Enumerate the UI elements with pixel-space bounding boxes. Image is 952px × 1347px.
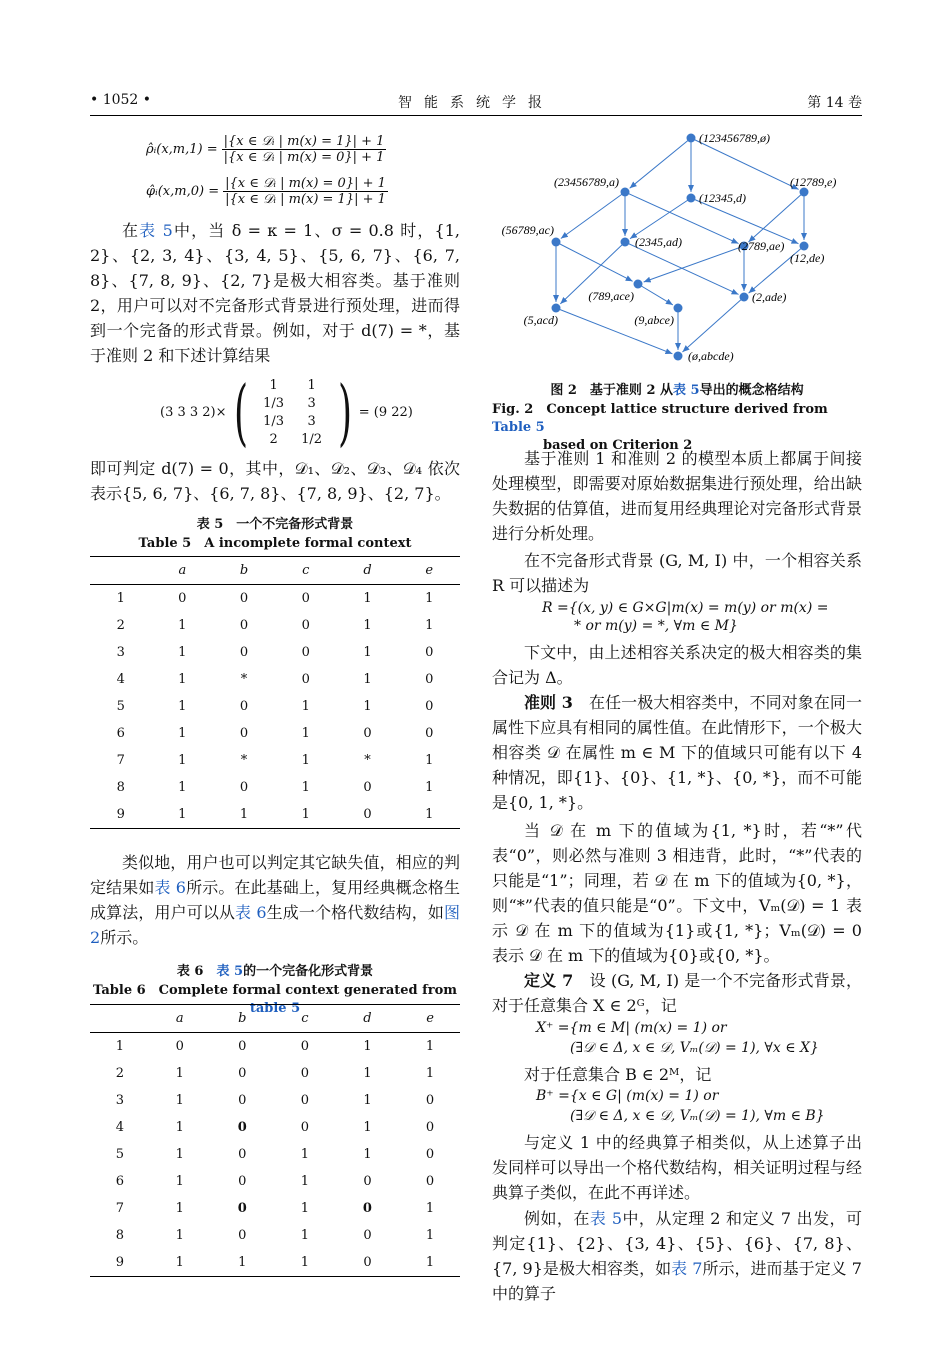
definition-7-title: 定义 7	[524, 971, 574, 990]
matrix-cell: 2	[269, 431, 278, 447]
table-row	[90, 801, 460, 829]
table-cell: 1	[178, 672, 187, 687]
lattice-node	[740, 293, 749, 302]
column-header	[90, 1005, 150, 1033]
table-row	[90, 720, 460, 747]
table-cell: 1	[363, 618, 372, 633]
table-cell: 0	[425, 672, 434, 687]
lattice-node	[634, 280, 643, 289]
table-cell: 1	[178, 807, 187, 822]
left-paragraph-3	[90, 850, 460, 950]
table-row	[90, 585, 460, 613]
table-row	[90, 1060, 460, 1087]
column-header: c	[302, 563, 310, 578]
table-cell: 0	[301, 591, 310, 606]
table-cell: 1	[178, 753, 187, 768]
matrix-cell: 3	[307, 395, 316, 411]
table-cell: 0	[300, 1093, 310, 1108]
matrix-cell: 1/3	[263, 395, 285, 411]
column-header: d	[363, 563, 372, 578]
table-cell: 0	[425, 1120, 435, 1135]
table-cell: 1	[175, 1174, 184, 1189]
text: 类似地，用户也可以判定其它缺失值，相应的判定结果如	[90, 853, 460, 897]
table-cell: 1	[425, 618, 434, 633]
right-paragraph-2: 在不完备形式背景 (G, M, I) 中，一个相容关系 R 可以描述为	[492, 551, 862, 595]
text: 导出的概念格结构	[699, 383, 804, 398]
table-cell: 1	[363, 645, 372, 660]
paren-left: (	[233, 370, 248, 454]
table-cell: 3	[115, 1093, 125, 1108]
left-paragraph-1	[90, 218, 460, 368]
text: 的一个完备化形式背景	[243, 964, 374, 979]
table-cell: 0	[239, 726, 249, 741]
table-cell: 1	[425, 780, 434, 795]
table-cell: 1	[363, 699, 372, 714]
column-header: d	[363, 1011, 372, 1026]
table-cell: 5	[116, 699, 125, 714]
formula-B-line1: B⁺ ={x ∈ G| (m(x) = 1) or	[536, 1088, 719, 1104]
table-cell: 0	[363, 780, 372, 795]
lattice-edge	[644, 246, 744, 282]
table-cell: 0	[238, 1174, 247, 1189]
lattice-edge	[691, 138, 799, 189]
text: 生成一个格代数结构，如	[266, 903, 444, 922]
formula-phi-numerator: |{x ∈ 𝒟ᵢ | m(x) = 0}| + 1	[225, 176, 386, 191]
text: 在任一极大相容类中，不同对象在同一属性下应具有相同的属性值。在此情形下，一个极大相容类 𝒟 在属性 m ∈ M 下的值域只可能有以下 4 种情况，即{1}、{0}、{1, *}、{0, *}，而不可能是{0, 1, *}。	[492, 693, 862, 812]
table-cell: 9	[115, 1255, 125, 1270]
right-paragraph-1: 基于准则 1 和准则 2 的模型本质上都属于间接处理模型，即需要对原始数据集进行预处理，给出缺失数据的估算值，进而复用经典理论对完备形式背景进行分析处理。	[492, 449, 862, 543]
table-cell: 0	[238, 1039, 247, 1054]
right-paragraph-6: 与定义 1 中的经典算子相类似，从上述算子出发同样可以导出一个格代数结构，相关证明过程与经典算子类似，在此不再详述。	[492, 1133, 862, 1202]
lattice-node	[552, 304, 561, 313]
lattice-edge	[561, 192, 625, 238]
lattice-node-label: (12789,e)	[790, 175, 837, 189]
lattice-node-label: (5,acd)	[523, 313, 558, 327]
matrix-cell: 3	[307, 413, 316, 429]
table-row	[90, 612, 460, 639]
table6	[90, 1004, 460, 1277]
ref-table-5[interactable]: 表 5	[216, 964, 244, 979]
running-header	[90, 92, 862, 114]
lattice-edge	[682, 297, 744, 352]
table-cell: 2	[116, 618, 125, 633]
table-cell: 1	[425, 807, 434, 822]
table-cell: 1	[363, 1120, 372, 1135]
text: Fig. 2 Concept lattice structure derived from	[492, 402, 828, 417]
text: 所示，进而基于定义 7 中的算子	[492, 1259, 862, 1303]
text: Table 6 Complete formal context generated from	[92, 983, 458, 998]
table-cell: 0	[425, 645, 434, 660]
criterion-3-title: 准则 3	[524, 693, 573, 712]
table-cell: 1	[425, 591, 434, 606]
formula-R-line2: * or m(y) = *, ∀m ∈ M}	[574, 618, 738, 634]
table-cell: 1	[363, 1147, 372, 1162]
table-cell: 0	[239, 591, 249, 606]
lattice-node	[674, 304, 683, 313]
table-cell: 0	[178, 591, 187, 606]
table-cell: 1	[178, 780, 187, 795]
table-cell: 8	[115, 1228, 125, 1243]
table-cell: 0	[237, 1120, 247, 1135]
lattice-node-label: (2,ade)	[752, 290, 787, 304]
lattice-node-label: (56789,ac)	[501, 223, 554, 237]
text: 表 6	[176, 964, 217, 979]
table-cell: 0	[363, 1174, 372, 1189]
table-cell: 1	[425, 753, 434, 768]
table-row	[90, 1168, 460, 1195]
matrix-cell: 1/3	[263, 413, 285, 429]
table-row	[90, 774, 460, 801]
lattice-node-label: (2789,ae)	[738, 239, 785, 253]
formula-X-line2: (∃𝒟 ∈ Δ, x ∈ 𝒟, Vₘ(𝒟) = 1), ∀x ∈ X}	[570, 1040, 819, 1056]
matrix-cell: 1/2	[301, 431, 323, 447]
matrix-result: = (9 22)	[358, 404, 413, 420]
lattice-node-label: (12345,d)	[699, 191, 746, 205]
table-cell: 1	[300, 1201, 310, 1216]
table-cell: 1	[363, 1093, 372, 1108]
ref-table-6[interactable]: 表 6	[235, 903, 267, 922]
table-cell: 1	[301, 780, 310, 795]
table-row	[90, 1249, 460, 1277]
lattice-node-label: (123456789,ø)	[699, 131, 770, 145]
criterion-3	[492, 690, 862, 815]
matrix-cell: 1	[269, 377, 278, 393]
table-cell: 3	[116, 645, 125, 660]
lattice-node-label: (789,ace)	[588, 289, 634, 303]
matrix-cell: 1	[307, 377, 316, 393]
table-cell: 2	[115, 1066, 125, 1081]
table-cell: 1	[239, 807, 249, 822]
text: 例如，在	[524, 1209, 590, 1228]
lattice-node-label: (23456789,a)	[554, 175, 619, 189]
table-row	[90, 693, 460, 720]
table-cell: 0	[425, 699, 434, 714]
table-row	[90, 1222, 460, 1249]
table-cell: 1	[178, 726, 187, 741]
lattice-node-label: (12,de)	[790, 251, 825, 265]
table-cell: 1	[175, 1255, 184, 1270]
table-cell: 1	[300, 1255, 310, 1270]
table-cell: 0	[363, 807, 372, 822]
table-cell: 0	[300, 1066, 310, 1081]
ref-table-5[interactable]: 表 5	[673, 383, 700, 398]
definition-7	[492, 968, 862, 1018]
table-cell: 0	[239, 645, 249, 660]
concept-lattice	[492, 124, 862, 374]
column-header: a	[175, 1011, 184, 1026]
formula-B-line2: (∃𝒟 ∈ Δ, x ∈ 𝒟, Vₘ(𝒟) = 1), ∀m ∈ B}	[570, 1108, 825, 1124]
column-header: e	[426, 1011, 434, 1026]
table-cell: 0	[301, 645, 310, 660]
table-cell: 5	[115, 1147, 125, 1162]
table-cell: 1	[300, 1228, 310, 1243]
lattice-edge	[556, 242, 633, 281]
table-cell: 1	[115, 1039, 125, 1054]
column-header: b	[239, 563, 249, 578]
table-cell: 4	[115, 1120, 125, 1135]
table-cell: 1	[425, 1255, 435, 1270]
lattice-edge	[630, 138, 691, 188]
table-cell: 1	[175, 1228, 184, 1243]
ref-table-5[interactable]: 表 5	[589, 1209, 623, 1228]
ref-table-6[interactable]: 表 6	[154, 878, 186, 897]
table-cell: 6	[115, 1174, 125, 1189]
table-cell: 1	[363, 591, 372, 606]
table-cell: 0	[238, 1093, 247, 1108]
text: 中，当 δ = κ = 1、σ = 0.8 时，{1, 2}、{2, 3, 4}、{3, 4, 5}、{5, 6, 7}、{6, 7, 8}、{7, 8, 9}、{2, 7}是极大相容类。基于准则 2，用户可以对不完备形式背景进行预处理，进而得到一个完备的形式背景。例如，对于 d(7) = *，基于准则 2 和下述计算结果	[90, 221, 460, 365]
table-cell: 1	[363, 1039, 372, 1054]
formula-phi	[146, 176, 456, 207]
table-cell: 1	[175, 1201, 184, 1216]
table-cell: 1	[238, 1255, 247, 1270]
formula-rho-lhs: ρ̂ᵢ(x,m,1) =	[146, 142, 218, 157]
matrix-body	[255, 377, 331, 448]
table-cell: 1	[175, 1147, 184, 1162]
table-cell: 6	[116, 726, 125, 741]
right-paragraph-4: 当 𝒟 在 m 下的值域为{1, *}时，若“*”代表“0”，则必然与准则 3 相违背，此时，“*”代表的只能是“1”；同理，若 𝒟 在 m 下的值域为{0, *}，则“*”代表的值只能是“0”。下文中，Vₘ(𝒟) = 1 表示 𝒟 在 m 下的值域为{1}或{1, *}；Vₘ(𝒟) = 0 表示 𝒟 在 m 下的值域为{0}或{0, *}。	[492, 821, 862, 965]
text: 所示。	[100, 928, 149, 947]
column-header	[90, 557, 152, 585]
lattice-edge	[638, 284, 673, 305]
table-row	[90, 1033, 460, 1061]
table-cell: 0	[425, 1147, 435, 1162]
left-paragraph-2: 即可判定 d(7) = 0，其中，𝒟₁、𝒟₂、𝒟₃、𝒟₄ 依次表示{5, 6, 7}、{6, 7, 8}、{7, 8, 9}、{2, 7}。	[90, 459, 460, 503]
table-cell: 1	[301, 699, 310, 714]
lattice-node	[621, 238, 630, 247]
table-cell: 7	[116, 753, 125, 768]
right-paragraph-5: 对于任意集合 B ∈ 2ᴹ，记	[524, 1065, 712, 1084]
formula-rho-numerator: |{x ∈ 𝒟ᵢ | m(x) = 1}| + 1	[223, 134, 385, 149]
lattice-node	[800, 242, 809, 251]
table-cell: 0	[363, 726, 372, 741]
table-cell: 0	[363, 1255, 372, 1270]
formula-rho	[146, 134, 456, 165]
table-cell: 1	[300, 1147, 310, 1162]
table-cell: 1	[178, 645, 187, 660]
table-cell: 0	[175, 1039, 184, 1054]
ref-table-7[interactable]: 表 7	[671, 1259, 703, 1278]
table-cell: 1	[175, 1120, 184, 1135]
table-cell: *	[240, 672, 248, 687]
table-cell: 8	[116, 780, 125, 795]
table-cell: 0	[425, 1174, 435, 1189]
table-cell: 0	[362, 1201, 372, 1216]
table-cell: 0	[239, 780, 249, 795]
table-cell: *	[364, 753, 371, 768]
table6-caption-cn	[90, 963, 460, 981]
text: 设 (G, M, I) 是一个不完备形式背景，对于任意集合 X ∈ 2ᴳ，记	[492, 971, 862, 1015]
table-row	[90, 1195, 460, 1222]
table-cell: 7	[115, 1201, 125, 1216]
figure-2	[492, 124, 862, 374]
lattice-node-label: (ø,abcde)	[688, 349, 734, 363]
text: 所示。在此基础上，复用经典概念格生成算法，用户可以从	[90, 878, 460, 922]
table-cell: 1	[425, 1039, 435, 1054]
table-cell: 1	[425, 1201, 435, 1216]
table-cell: 1	[363, 672, 372, 687]
table-cell: 0	[239, 699, 249, 714]
lattice-node	[687, 134, 696, 143]
table5-caption-cn: 表 5 一个不完备形式背景	[196, 517, 354, 532]
formula-rho-denominator: |{x ∈ 𝒟ᵢ | m(x) = 0}| + 1	[223, 150, 385, 165]
table-row	[90, 1087, 460, 1114]
matrix-equation	[160, 370, 413, 454]
table-cell: 0	[238, 1228, 247, 1243]
formula-X-line1: X⁺ ={m ∈ M| (m(x) = 1) or	[536, 1020, 727, 1036]
text: 在	[122, 221, 140, 240]
table-cell: 0	[363, 1228, 372, 1243]
lattice-node	[687, 194, 696, 203]
column-header: e	[425, 563, 434, 578]
column-header: b	[238, 1011, 247, 1026]
table-cell: 1	[425, 1066, 435, 1081]
journal-name: 智能系统学报	[398, 95, 554, 111]
table-row	[90, 639, 460, 666]
formula-phi-denominator: |{x ∈ 𝒟ᵢ | m(x) = 1}| + 1	[225, 192, 386, 207]
table-row	[90, 1114, 460, 1141]
table-cell: 0	[301, 618, 310, 633]
table-cell: 4	[116, 672, 125, 687]
paren-right: )	[337, 370, 352, 454]
right-paragraph-3: 下文中，由上述相容关系决定的极大相容类的集合记为 Δ。	[492, 643, 862, 687]
text: 中，从定理 2 和定义 7 出发，可判定{1}、{2}、{3, 4}、{5}、{6}、{7, 8}、{7, 9}是极大相容类，如	[492, 1209, 862, 1278]
column-header: a	[178, 563, 187, 578]
lattice-node	[621, 188, 630, 197]
table-cell: 0	[238, 1147, 247, 1162]
lattice-node-label: (2345,ad)	[635, 235, 682, 249]
lattice-node	[552, 238, 561, 247]
table-cell: 0	[239, 618, 249, 633]
formula-phi-lhs: φ̂ᵢ(x,m,0) =	[146, 184, 220, 199]
table-row	[90, 666, 460, 693]
column-header: c	[301, 1011, 309, 1026]
table-cell: 0	[425, 726, 434, 741]
table-cell: 1	[178, 699, 187, 714]
table-cell: 0	[425, 1093, 435, 1108]
ref-table-5[interactable]: table 5	[249, 1001, 301, 1016]
table-cell: *	[240, 753, 248, 768]
table-cell: 0	[238, 1066, 247, 1081]
lattice-node-label: (9,abce)	[634, 313, 674, 327]
text: based on Criterion 2	[543, 438, 693, 453]
volume-label: 第 14 卷	[807, 95, 862, 111]
table-cell: 1	[175, 1093, 184, 1108]
table-cell: 1	[301, 807, 310, 822]
lattice-node	[674, 352, 683, 361]
table-cell: 1	[301, 726, 310, 741]
ref-table-5[interactable]: 表 5	[139, 221, 173, 240]
formula-R-line1: R ={(x, y) ∈ G×G|m(x) = m(y) or m(x) =	[542, 600, 829, 616]
table-cell: 1	[425, 1228, 435, 1243]
header-rule	[90, 115, 862, 116]
matrix-left-vector: (3 3 3 2)×	[160, 404, 227, 420]
table-cell: 0	[301, 672, 310, 687]
ref-figure-2[interactable]: 图 2	[90, 903, 460, 947]
table-cell: 1	[301, 753, 310, 768]
text: 图 2 基于准则 2 从	[550, 383, 674, 398]
ref-table-5[interactable]: Table 5	[492, 420, 545, 435]
figure2-caption-cn	[492, 382, 862, 400]
table-cell: 1	[300, 1174, 310, 1189]
table-cell: 1	[175, 1066, 184, 1081]
table-cell: 1	[363, 1066, 372, 1081]
table-cell: 9	[116, 807, 125, 822]
table-cell: 1	[178, 618, 187, 633]
table-cell: 0	[237, 1201, 247, 1216]
table5-caption-en: Table 5 A incomplete formal context	[138, 536, 412, 551]
page-number: • 1052 •	[90, 92, 152, 108]
table-row	[90, 747, 460, 774]
right-paragraph-7	[492, 1206, 862, 1306]
table5	[90, 556, 460, 829]
table-cell: 0	[300, 1039, 310, 1054]
table-cell: 0	[300, 1120, 310, 1135]
table-cell: 1	[116, 591, 125, 606]
table-row	[90, 1141, 460, 1168]
